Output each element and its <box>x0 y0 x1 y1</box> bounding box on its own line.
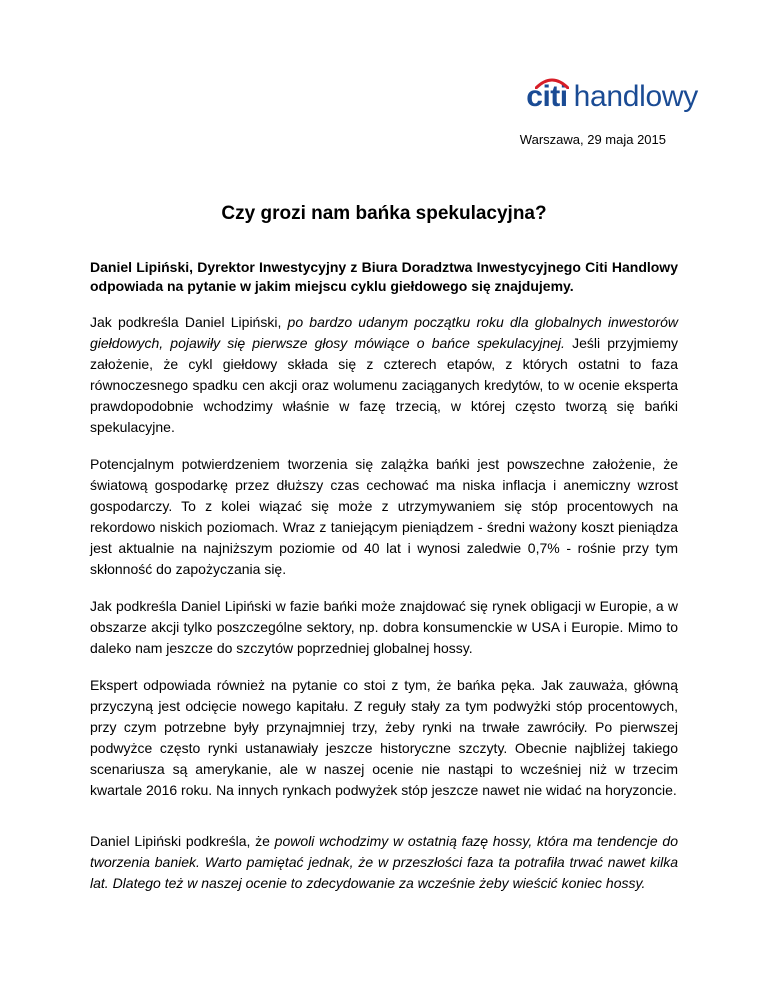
paragraph-3: Jak podkreśla Daniel Lipiński w fazie bańki może znajdować się rynek obligacji w Europie, a w obszarze akcji tylko poszczególne sektory, np. dobra konsumenckie w USA i Europie. Mimo to daleko nam jeszcze do szczytów poprzedniej globalnej hossy. <box>90 598 678 656</box>
paragraph-1-rest: Jeśli przyjmiemy założenie, że cykl giełdowy składa się z czterech etapów, z których ostatni to faza równoczesnego spadku cen akcji oraz wolumenu zaciąganych kredytów, to w ocenie eksperta prawdopodobnie wchodzimy właśnie w fazę trzecią, w której często tworzą się bańki spekulacyjne. <box>90 335 678 435</box>
article-body <box>90 258 678 910</box>
logo-arc-icon <box>535 75 569 89</box>
paragraph-5-quote: powoli wchodzimy w ostatnią fazę hossy, która ma tendencje do tworzenia baniek. Warto pamiętać jednak, że w przeszłości faza ta potrafiła trwać nawet kilka lat. Dlatego też w naszej ocenie to zdecydowanie za wcześnie żeby wieścić koniec hossy. <box>90 833 678 891</box>
paragraph-5 <box>90 831 678 894</box>
page-title: Czy grozi nam bańka spekulacyjna? <box>221 203 547 224</box>
paragraph-4: Ekspert odpowiada również na pytanie co stoi z tym, że bańka pęka. Jak zauważa, główną przyczyną jest odcięcie nowego kapitału. Z reguły stały za tym podwyżki stóp procentowych, przy czym potrzebne były przynajmniej trzy, żeby rynki na trwałe zawróciły. Po pierwszej podwyżce często rynki ustanawiały jeszcze historyczne szczyty. Obecnie najbliżej takiego scenariusza są amerykanie, ale w naszej ocenie nie nastąpi to wcześniej niż w trzecim kwartale 2016 roku. Na innych rynkach podwyżek stóp jeszcze nawet nie widać na horyzoncie. <box>90 677 678 798</box>
paragraph-2: Potencjalnym potwierdzeniem tworzenia się zalążka bańki jest powszechne założenie, że światową gospodarkę przez dłuższy czas cechować ma niska inflacja i anemiczny wzrost gospodarczy. To z kolei wiązać się może z utrzymywaniem się stóp procentowych na rekordowo niskich poziomach. Wraz z taniejącym pieniądzem - średni ważony koszt pieniądza jest aktualnie na najniższym poziomie od 40 lat i wynosi zaledwie 0,7% - rośnie przy tym skłonność do zapożyczania się. <box>90 456 678 577</box>
lead-paragraph: Daniel Lipiński, Dyrektor Inwestycyjny z Biura Doradztwa Inwestycyjnego Citi Handlowy odpowiada na pytanie w jakim miejscu cyklu giełdowego się znajdujemy. <box>90 259 678 294</box>
logo-citi-text: citi <box>526 80 568 113</box>
paragraph-5-intro: Daniel Lipiński podkreśla, że <box>90 833 275 849</box>
paragraph-1-quote: po bardzo udanym początku roku dla globalnych inwestorów giełdowych, pojawiły się pierwsze głosy mówiące o bańce spekulacyjnej. <box>90 314 678 351</box>
logo-citi-wordmark <box>526 82 567 112</box>
citi-handlowy-logo <box>526 82 698 112</box>
paragraph-1 <box>90 312 678 438</box>
dateline: Warszawa, 29 maja 2015 <box>519 132 666 147</box>
paragraph-1-intro: Jak podkreśla Daniel Lipiński, <box>90 314 288 330</box>
logo-handlowy-text: handlowy <box>573 80 698 113</box>
